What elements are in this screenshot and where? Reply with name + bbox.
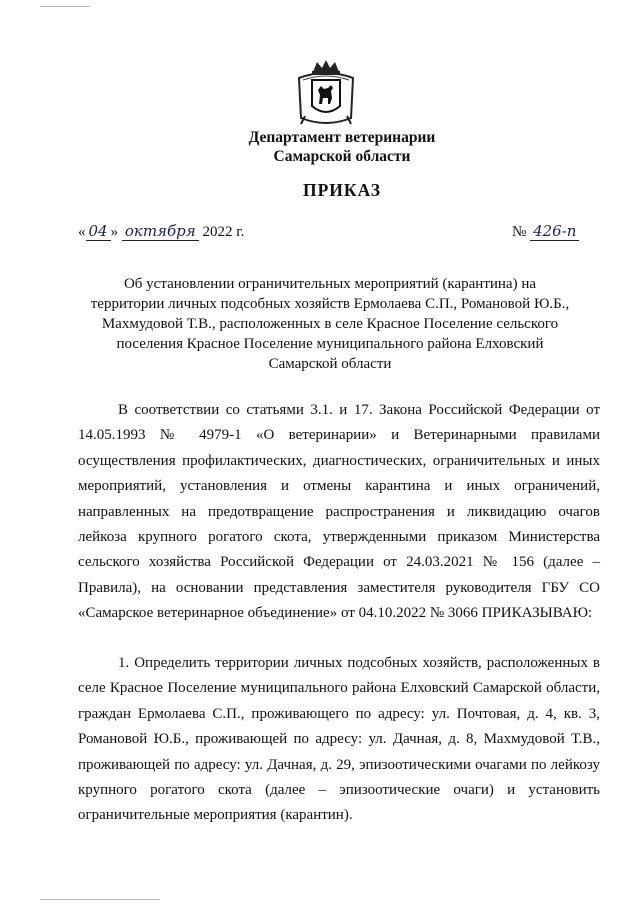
scan-edge-mark [40, 6, 90, 7]
date-close-quote: » [110, 224, 119, 240]
scan-edge-mark [40, 899, 160, 900]
date-day-handwritten: 04 [86, 222, 111, 241]
document-subject: Об установлении ограничительных мероприятий (карантина) на территории личных подсобных хозяйств Ермолаева С.П., Романовой Ю.Б., Махмудовой Т.В., расположенных в селе Красное Поселение сельского поселения Красное Поселение муниципального района Елховский Самарской области [90, 276, 570, 372]
date-month-handwritten: октября [122, 222, 199, 241]
document-number [512, 222, 579, 241]
date-open-quote: « [78, 224, 86, 240]
number-prefix: № [512, 224, 527, 240]
body-paragraph-item-1: 1. Определить территории личных подсобных хозяйств, расположенных в селе Красное Поселение муниципального района Елховский Самарской области, граждан Ермолаева С.П., проживающего по адресу: ул. Почтовая, д. 4, кв. 3, Романовой Ю.Б., проживающей по адресу: ул. Дачная, д. 8, Махмудовой Т.В., проживающей по адресу: ул. Дачная, д. 29, эпизоотическими очагами по лейкозу крупного рогатого скота (далее – эпизоотические очаги) и установить ограничительные мероприятия (карантин). [78, 655, 600, 824]
department-name-line2: Самарской области [273, 148, 411, 165]
document-date [78, 222, 244, 241]
document-type-title: ПРИКАЗ [302, 180, 382, 200]
number-value-handwritten: 426-п [530, 222, 579, 241]
samara-coat-of-arms-icon [295, 58, 357, 128]
body-paragraph-preamble: В соответствии со статьями 3.1. и 17. Закона Российской Федерации от 14.05.1993 № 4979-1 «О ветеринарии» и Ветеринарными правилами осуществления профилактических, диагностических, ограничительных и иных мероприятий, установления и отмены карантина и иных ограничений, направленных на предотвращение распространения и ликвидацию очагов лейкоза крупного рогатого скота, утвержденными приказом Министерства сельского хозяйства Российской Федерации от 24.03.2021 № 156 (далее – Правила), на основании представления заместителя руководителя ГБУ СО «Самарское ветеринарное объединение» от 04.10.2022 № 3066 ПРИКАЗЫВАЮ: [78, 402, 600, 622]
department-name-line1: Департамент ветеринарии [248, 129, 436, 146]
date-year: 2022 г. [202, 224, 245, 240]
